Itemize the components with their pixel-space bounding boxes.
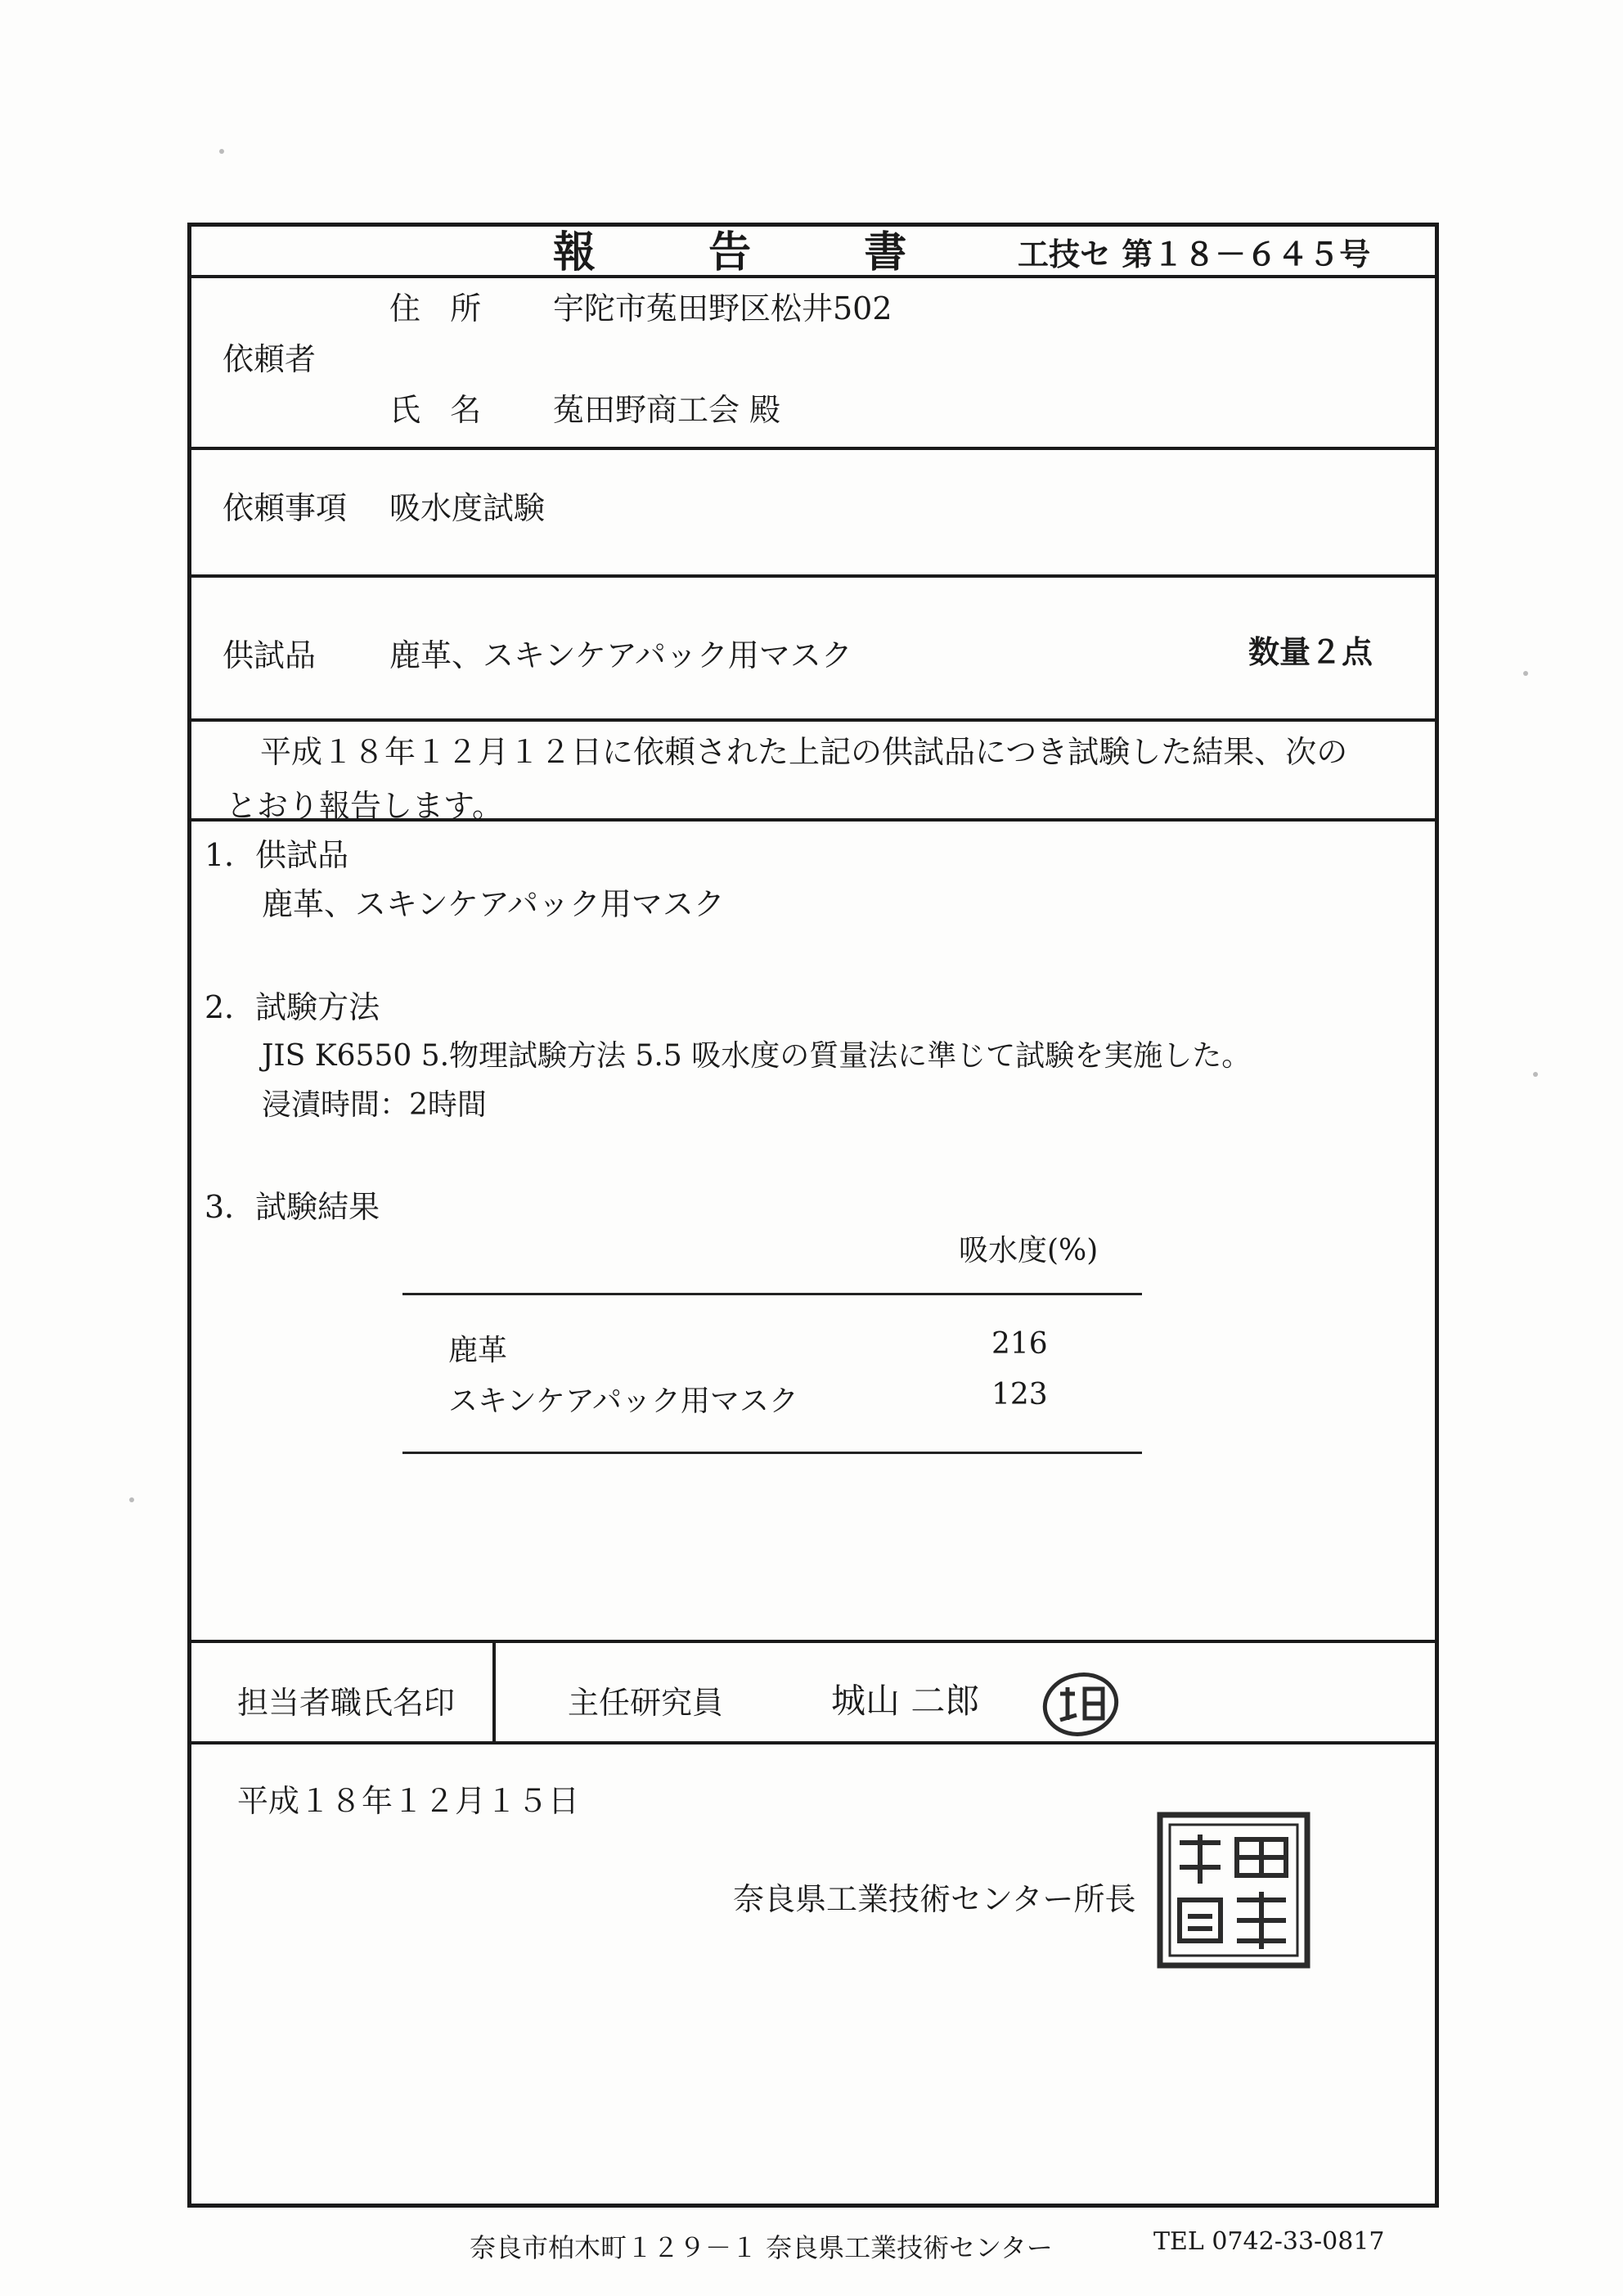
reference-number: 工技セ 第１８－６４５号 xyxy=(1018,236,1371,272)
scan-speck xyxy=(1523,671,1528,676)
divider-requester xyxy=(191,447,1436,450)
sample-quantity: 数量２点 xyxy=(1248,633,1373,670)
scan-speck xyxy=(219,149,224,154)
scan-speck xyxy=(129,1497,134,1502)
results-row-2-item: スキンケアパック用マスク xyxy=(448,1384,799,1418)
request-value: 吸水度試験 xyxy=(389,490,546,526)
personal-hanko-stamp xyxy=(1037,1669,1124,1740)
section-3-heading: 3．試験結果 xyxy=(205,1189,380,1225)
results-row-1-value: 216 xyxy=(991,1327,1048,1361)
divider-request xyxy=(191,574,1436,578)
divider-signoff-label xyxy=(492,1640,496,1745)
official-seal-stamp xyxy=(1155,1810,1312,1970)
section-2-line-1: JIS K6550 5.物理試験方法 5.5 吸水度の質量法に準じて試験を実施した。 xyxy=(262,1039,1252,1073)
signoff-label: 担当者職氏名印 xyxy=(237,1685,456,1721)
section-2-heading: 2．試験方法 xyxy=(205,989,380,1025)
name-value: 菟田野商工会 殿 xyxy=(553,392,781,428)
footer-address: 奈良市柏木町１２９－１ 奈良県工業技術センター xyxy=(470,2232,1053,2263)
results-row-1-item: 鹿革 xyxy=(448,1334,508,1367)
results-row-2-value: 123 xyxy=(991,1378,1048,1411)
intro-line-1: 平成１８年１２月１２日に依頼された上記の供試品につき試験した結果、次の xyxy=(260,734,1348,770)
footer-tel: TEL 0742-33-0817 xyxy=(1153,2227,1385,2256)
sample-value: 鹿革、スキンケアパック用マスク xyxy=(389,637,852,673)
section-2-line-2: 浸漬時間：2時間 xyxy=(262,1088,487,1122)
signoff-name: 城山 二郎 xyxy=(831,1681,980,1721)
scan-speck xyxy=(1533,1072,1538,1077)
intro-line-2: とおり報告します。 xyxy=(226,788,503,824)
section-1-heading: 1．供試品 xyxy=(205,837,349,873)
report-title: 報 告 書 xyxy=(553,227,956,277)
issuer: 奈良県工業技術センター所長 xyxy=(733,1881,1136,1917)
divider-signoff xyxy=(191,1741,1436,1745)
divider-sample xyxy=(191,718,1436,722)
address-value: 宇陀市菟田野区松井502 xyxy=(553,290,892,326)
results-top-rule xyxy=(402,1293,1142,1295)
results-bottom-rule xyxy=(402,1452,1142,1454)
divider-body xyxy=(191,1640,1436,1643)
section-1-line: 鹿革、スキンケアパック用マスク xyxy=(262,886,725,922)
sample-label: 供試品 xyxy=(223,637,317,673)
signoff-title: 主任研究員 xyxy=(568,1685,724,1721)
results-column-header: 吸水度(%) xyxy=(959,1234,1099,1267)
request-label: 依頼事項 xyxy=(223,490,348,526)
report-date: 平成１８年１２月１５日 xyxy=(237,1783,580,1819)
requester-label: 依頼者 xyxy=(223,341,317,377)
name-label: 氏 名 xyxy=(389,392,492,428)
address-label: 住 所 xyxy=(389,290,492,326)
